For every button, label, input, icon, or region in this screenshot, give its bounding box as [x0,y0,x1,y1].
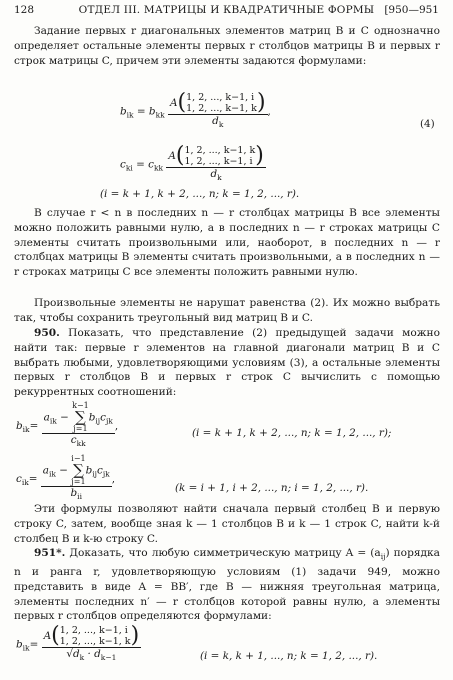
c950-term-sub: ij [92,469,98,479]
b-den-sub: k [218,120,224,130]
b-minor-top: 1, 2, ..., k−1, i [186,92,255,103]
problem-range: [950—951 [384,4,439,16]
paragraph-4 [14,502,440,546]
formula-4-b: $b_{ik} = b_{kk}$ A(1, 2, ..., k−1, i 1, 2, ..., k−1, k) $d_k$ , [120,90,271,130]
paragraph-1 [14,24,440,68]
c950-term2: c [97,464,103,477]
b950-sum: k−1 ∑ j=1 [72,401,89,433]
formula-4-c [120,145,266,184]
b950-a: a [43,411,50,424]
b950-term2-sub: jk [105,416,113,426]
b-lhs-sub: ik [126,110,134,120]
problem-951-sub: ij [380,552,386,562]
formula-950-c: $c_{ik}=$ $a_{ik} - i-1$ ∑ $j=1b_{ij}c_{jk}$ $b_{ii}$ , [16,454,116,502]
c-den: d [210,168,218,180]
formula-951-range: (i = k, k + 1, ..., n; k = 1, 2, ..., r). [200,650,378,662]
c950-lhs: c [16,473,22,486]
b950-fraction [42,402,115,450]
b950-a-sub: ik [49,416,57,426]
c-den-sub: k [217,173,222,183]
b950-den-sub: kk [76,439,86,449]
c950-den-sub: ii [77,492,82,502]
running-title: ОТДЕЛ III. МАТРИЦЫ И КВАДРАТИЧНЫЕ ФОРМЫ [78,4,375,16]
b-fraction: A(1, 2, ..., k−1, i 1, 2, ..., k−1, k) $d_k$ [170,90,266,130]
c950-den: b [70,487,78,499]
b950-sum-bot: j=1 [73,424,88,433]
problem-951-text2: ) порядка n и ранга r, удовлетворяющую условиям (1) задачи 949, можно представить в виде A = BB′, где B — нижняя треугольная матрица, элементы последних n′ — r столбцов которой равны нулю, а элементы первых r столбцов определяются формулами: [14,547,440,623]
b951-den-sub: k [79,653,85,663]
c-minor-top: 1, 2, ..., k−1, k [184,145,256,156]
b-coef-sub: kk [155,110,165,120]
problem-950 [14,326,440,400]
c950-sum: i−1 ∑ j=1 [71,454,86,486]
c950-fraction [41,455,112,503]
b-den: d [212,115,219,127]
formula-950-c-range: (k = i + 1, i + 2, ..., n; i = 1, 2, ..., r). [175,482,369,494]
b951-fraction: A(1, 2, ..., k−1, i 1, 2, ..., k−1, k) $√d_k \cdot d_{k-1}$ [43,623,140,663]
problem-950-number: 950. [34,327,60,339]
b-lhs: b [120,105,127,118]
c950-sum-top: i−1 [71,454,86,463]
running-header [14,4,439,20]
b951-den: √d [66,648,80,660]
problem-951-number: 951*. [34,547,66,559]
b950-lhs-sub: ik [22,425,30,435]
page-number: 128 [14,4,35,16]
b-minor-bot: 1, 2, ..., k−1, k [186,103,257,114]
b951-minor-bot: 1, 2, ..., k−1, k [59,636,131,647]
equation-label-4: (4) [420,118,435,130]
b951-lhs-sub: ik [22,643,30,653]
b951-lhs: b [16,638,23,651]
c-coef-sub: kk [153,163,164,173]
formula-950-b-range: (i = k + 1, k + 2, ..., n; k = 1, 2, ..., r); [192,427,392,439]
b950-sum-top: k−1 [72,401,89,410]
formula-4-range: (i = k + 1, k + 2, ..., n; k = 1, 2, ..., r). [100,188,300,200]
paragraph-2 [14,206,440,280]
c-minor-bot: 1, 2, ..., k−1, i [184,156,253,167]
b950-term: b [88,411,96,424]
problem-950-text: Показать, что представление (2) предыдущей задачи можно найти так: первые r элементов на главной диагонали матриц B и C выбрать любыми, удовлетворяющими условиям (3), а остальные элементы первых r столбцов B и первых r строк C вычислить с помощью рекуррентных соотношений: [14,327,440,399]
c-lhs: c [120,158,126,171]
b951-minor-top: 1, 2, ..., k−1, i [59,625,128,636]
c950-term: b [85,464,93,477]
c950-minus: − [55,464,72,477]
c950-a-sub: ik [49,469,56,479]
c-coef: = c [136,158,154,171]
paragraph-3 [14,296,440,326]
c950-a: a [42,464,49,477]
b950-term-sub: ij [95,416,101,426]
c950-term2-sub: jk [102,469,110,479]
c950-sum-bot: j=1 [71,477,86,486]
c-fraction: A(1, 2, ..., k−1, k 1, 2, ..., k−1, i ) $d_k$ [168,143,264,183]
paragraph-4-text: Эти формулы позволяют найти сначала первый столбец B и первую строку C, затем, вообще зная k — 1 столбцов B и k — 1 строк C, найти k-й столбец B и k-ю строку C. [14,503,440,545]
paragraph-1-text: Задание первых r диагональных элементов матриц B и C однозначно определяет остальные элементы первых r столбцов матрицы B и первых r строк матрицы C, причем эти элементы задаются формулами: [14,25,440,67]
problem-951 [14,546,440,624]
c950-lhs-sub: ik [21,478,29,488]
b950-term2: c [100,411,106,424]
paragraph-3-text: Произвольные элементы не нарушат равенства (2). Их можно выбрать так, чтобы сохранить треугольный вид матриц B и C. [14,297,440,324]
b950-den: c [70,434,77,446]
problem-951-text: Доказать, что любую симметрическую матрицу A = (a [65,547,381,559]
c-lhs-sub: ki [125,163,133,173]
b950-minus: − [56,411,73,424]
b-coef: = b [136,105,156,118]
b951-den-mid: · d [84,648,101,660]
paragraph-2-text: В случае r < n в последних n — r столбцах матрицы B все элементы можно положить равными нулю, а в последних n — r строках матрицы C элементы считать произвольными или, наоборот, в последних n — r столбцах матрицы B элементы считать произвольными, а в последних n — r строках матрицы C все элементы положить равными нулю. [14,207,440,279]
formula-950-b: $b_{ik}=$ $a_{ik} - k-1$ ∑ $j=1b_{ij}c_{jk}$ $c_{kk}$ , [16,401,119,449]
b951-den-sub2: k−1 [100,653,117,663]
formula-951: $b_{ik}=$ A(1, 2, ..., k−1, i 1, 2, ..., k−1, k) $√d_k \cdot d_{k-1}$ [16,623,140,663]
b950-lhs: b [16,420,23,433]
